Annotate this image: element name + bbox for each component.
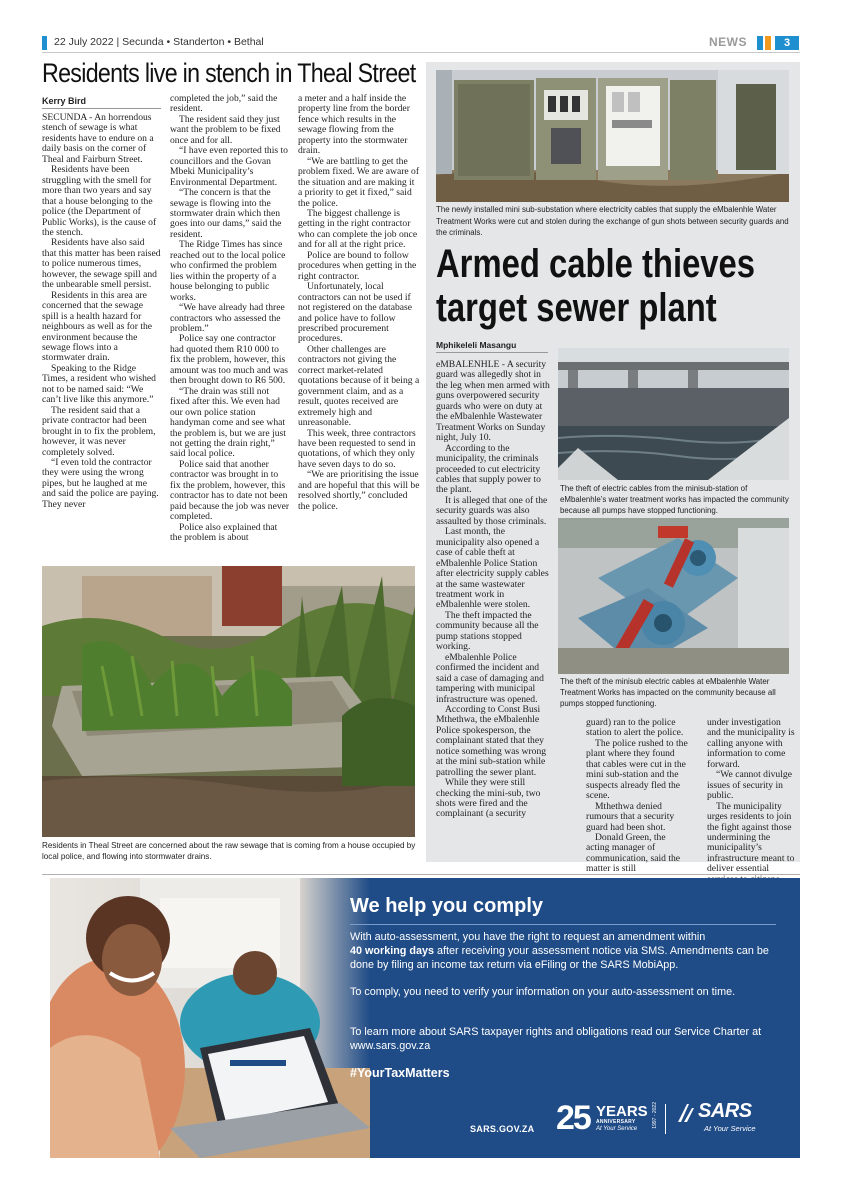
story2-paragraph: eMbalenhle Police confirmed the incident and said a case of damaging and tampering with municipal infrastructure was opened. bbox=[436, 651, 544, 705]
sars-emblem-icon bbox=[676, 1102, 698, 1124]
anniversary-number: 25 bbox=[556, 1099, 590, 1137]
substation-caption: The newly installed mini sub-substation where electricity cables that supply the eMbalenhle Water Treatment Works were cut and stolen during the exchange of gun shots between security guards and the criminals. bbox=[436, 205, 789, 237]
ad-hashtag: #YourTaxMatters bbox=[350, 1066, 450, 1080]
anniversary-word: ANNIVERSARY bbox=[596, 1119, 636, 1125]
story2-byline: Mphikeleli Masangu bbox=[436, 340, 548, 353]
header-blue-block bbox=[757, 36, 763, 50]
story2-paragraph: The theft impacted the community because all the pump stations stopped working. bbox=[436, 609, 539, 653]
story2-paragraph: According to Const Busi Mthethwa, the eMbalenhle Police spokesperson, the complainant stated that they notice something was wrong at the mini sub-station while patrolling the sewer plant. bbox=[436, 703, 547, 778]
ad-website-link[interactable]: SARS.GOV.ZA bbox=[470, 1124, 535, 1134]
section-label: NEWS bbox=[709, 35, 747, 49]
story1-byline: Kerry Bird bbox=[42, 96, 161, 109]
woman-laptop-photo bbox=[50, 878, 370, 1158]
story2-paragraph: “We cannot divulge issues of security in public. bbox=[707, 769, 792, 802]
story1-paragraph: The Ridge Times has since reached out to the local police who confirmed the problem lies within the property of a house belonging to public works. bbox=[170, 239, 286, 303]
story1-paragraph: “We are prioritising the issue and are hopeful that this will be resolved shortly,” concluded the police. bbox=[298, 469, 420, 512]
mini-substation-photo bbox=[436, 70, 789, 202]
story2-paragraph: guard) ran to the police station to alert the police. bbox=[586, 717, 684, 739]
header-orange-block bbox=[765, 36, 771, 50]
story1-paragraph: Police also explained that the problem is about bbox=[170, 521, 278, 544]
story1-paragraph: a meter and a half inside the property line from the border fence which results in the sewage flowing from the property into the stormwater drain. bbox=[298, 93, 410, 157]
story2-headline-line-1: Armed cable thieves bbox=[436, 242, 756, 286]
story2-headline-line-2: target sewer plant bbox=[436, 286, 717, 330]
story2-paragraph: It is alleged that one of the security guards was also assaulted by those criminals. bbox=[436, 494, 548, 527]
story2-paragraph: According to the municipality, the criminals proceeded to cut electricity cables that supply power to the plant. bbox=[436, 442, 541, 496]
story2-paragraph: The municipality urges residents to join the fight against those undermining the municipality’s infrastructure meant to deliver essential bbox=[707, 800, 795, 875]
story1-paragraph: “I have even reported this to councillors and the Govan Mbeki Municipality’s Environmental Department. bbox=[170, 145, 288, 188]
advert-separator bbox=[42, 874, 800, 875]
logo-divider bbox=[665, 1104, 666, 1134]
dateline: 22 July 2022 | Secunda • Standerton • Bethal bbox=[54, 36, 264, 48]
story1-paragraph: Residents in this area are concerned that the sewage spill is a health hazard for neighbours as well as for the environment because the sewage flows into a stormwater drain. bbox=[42, 289, 153, 364]
ad-paragraph-2: To comply, you need to verify your information on your auto-assessment on time. bbox=[350, 986, 736, 998]
story1-headline: Residents live in stench in Theal Street bbox=[42, 58, 416, 88]
story1-paragraph: The biggest challenge is getting in the right contractor who can complete the job once and for all at the right price. bbox=[298, 207, 418, 251]
story1-paragraph: “I even told the contractor they were using the wrong pipes, but he laughed at me and said the police are paying. They never bbox=[42, 456, 159, 510]
story1-paragraph: “We are battling to get the problem fixed. We are aware of the situation and are making it a priority to get it fixed,” said the police. bbox=[298, 155, 420, 209]
ad-paragraph-3: To learn more about SARS taxpayer rights and obligations read our Service Charter at www.sars.gov.za bbox=[350, 1026, 762, 1052]
story1-column-1 bbox=[42, 113, 161, 510]
story2-column-2 bbox=[586, 718, 691, 875]
ad-paragraph-1-end: after receiving your assessment notice via SMS. Amendments can be done by filing an income tax return via eFiling or the SARS MobiApp. bbox=[350, 945, 769, 971]
ad-title-rule bbox=[350, 924, 776, 925]
story1-paragraph: Police said that another contractor was brought in to fix the problem, however, this contractor has to date not been paid because the job was never completed. bbox=[170, 458, 290, 523]
story2-column-3 bbox=[707, 718, 795, 885]
story1-paragraph: The resident said that a private contractor had been brought in to fix the problem, however, it was never completely solved. bbox=[42, 404, 156, 458]
anniversary-range: 1997 - 2022 bbox=[652, 1102, 658, 1129]
story1-photo-caption: Residents in Theal Street are concerned about the raw sewage that is coming from a house occupied by local police, and flowing into stormwater drains. bbox=[42, 841, 416, 861]
story2-paragraph: While they were still checking the mini-sub, two shots were fired and the complainant (a security bbox=[436, 777, 541, 820]
pumps-photo bbox=[558, 518, 789, 674]
story2-paragraph: The police rushed to the plant where they found that cables were cut in the mini sub-station and the suspects already fled the scene. bbox=[586, 737, 688, 802]
story1-paragraph: “The drain was still not fixed after this. We even had our own police station handyman come and see what the problem is, but we are just not getting the drain right,” said local police. bbox=[170, 385, 286, 460]
story1-paragraph: This week, three contractors have been requested to send in quotations, of which they only have seven days to do so. bbox=[298, 427, 416, 470]
sars-wordmark: SARS bbox=[698, 1100, 752, 1122]
story2-paragraph: Last month, the municipality also opened a case of cable theft at eMbalenhle Police Station after electricity supply cables at the same wastewater treatment work in eMbalenhle were stolen. bbox=[436, 526, 549, 611]
ad-paragraph-1-start: With auto-assessment, you have the right to request an amendment within bbox=[350, 931, 706, 943]
page-number: 3 bbox=[775, 36, 799, 50]
story1-paragraph: Residents have been struggling with the smell for more than two years and say that a house belonging to the police (the Department of Public Works), is the cause of the stench. bbox=[42, 164, 157, 238]
story1-paragraph: “We have already had three contractors who assessed the problem.” bbox=[170, 302, 285, 334]
story1-paragraph: Police say one contractor had quoted them R10 000 to fix the problem, however, this amount was too much and was then brought down to R6 500. bbox=[170, 333, 289, 387]
sewage-drain-photo bbox=[42, 566, 415, 837]
story1-paragraph: Residents have also said that this matter has been raised to police numerous times, however, the sewage spill and the unbearable smell persist. bbox=[42, 237, 161, 291]
story2-headline bbox=[436, 242, 756, 330]
story1-paragraph: Other challenges are contractors not giving the correct market-related quotations because of it being a government claim, and as a result, quotes received are extremely high and unreasonable. bbox=[298, 343, 420, 429]
story1-column-2 bbox=[170, 94, 290, 543]
story1-paragraph: Unfortunately, local contractors can not be used if not registered on the database and police have to follow prescribed procurement procedures. bbox=[298, 281, 413, 345]
header-accent-bar bbox=[42, 36, 47, 50]
sars-tagline: At Your Service bbox=[704, 1124, 756, 1133]
story2-paragraph: eMBALENHLE - A security guard was allegedly shot in the leg when men armed with guns overpowered security guards who were on duty at the eMbalenhle Wastewater Treatment Works on Sunday night, July 10. bbox=[436, 359, 550, 444]
story1-paragraph: Police are bound to follow procedures when getting in the right contractor. bbox=[298, 249, 417, 282]
anniversary-service: At Your Service bbox=[596, 1126, 638, 1132]
story2-paragraph: under investigation and the municipality is calling anyone with information to come forward. bbox=[707, 717, 795, 770]
story1-paragraph: “The concern is that the sewage is flowing into the stormwater drain which then goes into our dams,” said the resident. bbox=[170, 187, 282, 240]
story1-paragraph: completed the job,” said the resident. bbox=[170, 93, 278, 115]
story2-paragraph: Donald Green, the acting manager of communication, said the matter is still bbox=[586, 831, 681, 875]
pumps-caption: The theft of the minisub electric cables at eMbalenhle Water Treatment Works has impacted on the community because all pumps stopped functioning. bbox=[560, 677, 776, 708]
ad-paragraph-1 bbox=[350, 930, 770, 972]
treatment-works-photo bbox=[558, 348, 789, 480]
treatment-works-caption: The theft of electric cables from the minisub-station of eMbalenhle’s water treatment works has impacted the community because all pumps have stopped functioning. bbox=[560, 484, 789, 515]
story1-column-3 bbox=[298, 94, 420, 512]
story1-paragraph: The resident said they just want the problem to be fixed once and for all. bbox=[170, 113, 281, 146]
story1-paragraph: SECUNDA - An horrendous stench of sewage is what residents have to endure on a daily basis on the corner of Theal and Fairburn Street. bbox=[42, 112, 154, 165]
story2-column-1 bbox=[436, 360, 550, 820]
story1-paragraph: Speaking to the Ridge Times, a resident who wished not to be named said: “We can’t live like this anymore.” bbox=[42, 362, 156, 406]
ad-working-days: 40 working days bbox=[350, 945, 435, 957]
story2-paragraph: Mthethwa denied rumours that a security guard had been shot. bbox=[586, 800, 675, 833]
anniversary-years: YEARS bbox=[596, 1103, 648, 1120]
header-rule bbox=[42, 52, 800, 53]
ad-title: We help you comply bbox=[350, 895, 543, 917]
